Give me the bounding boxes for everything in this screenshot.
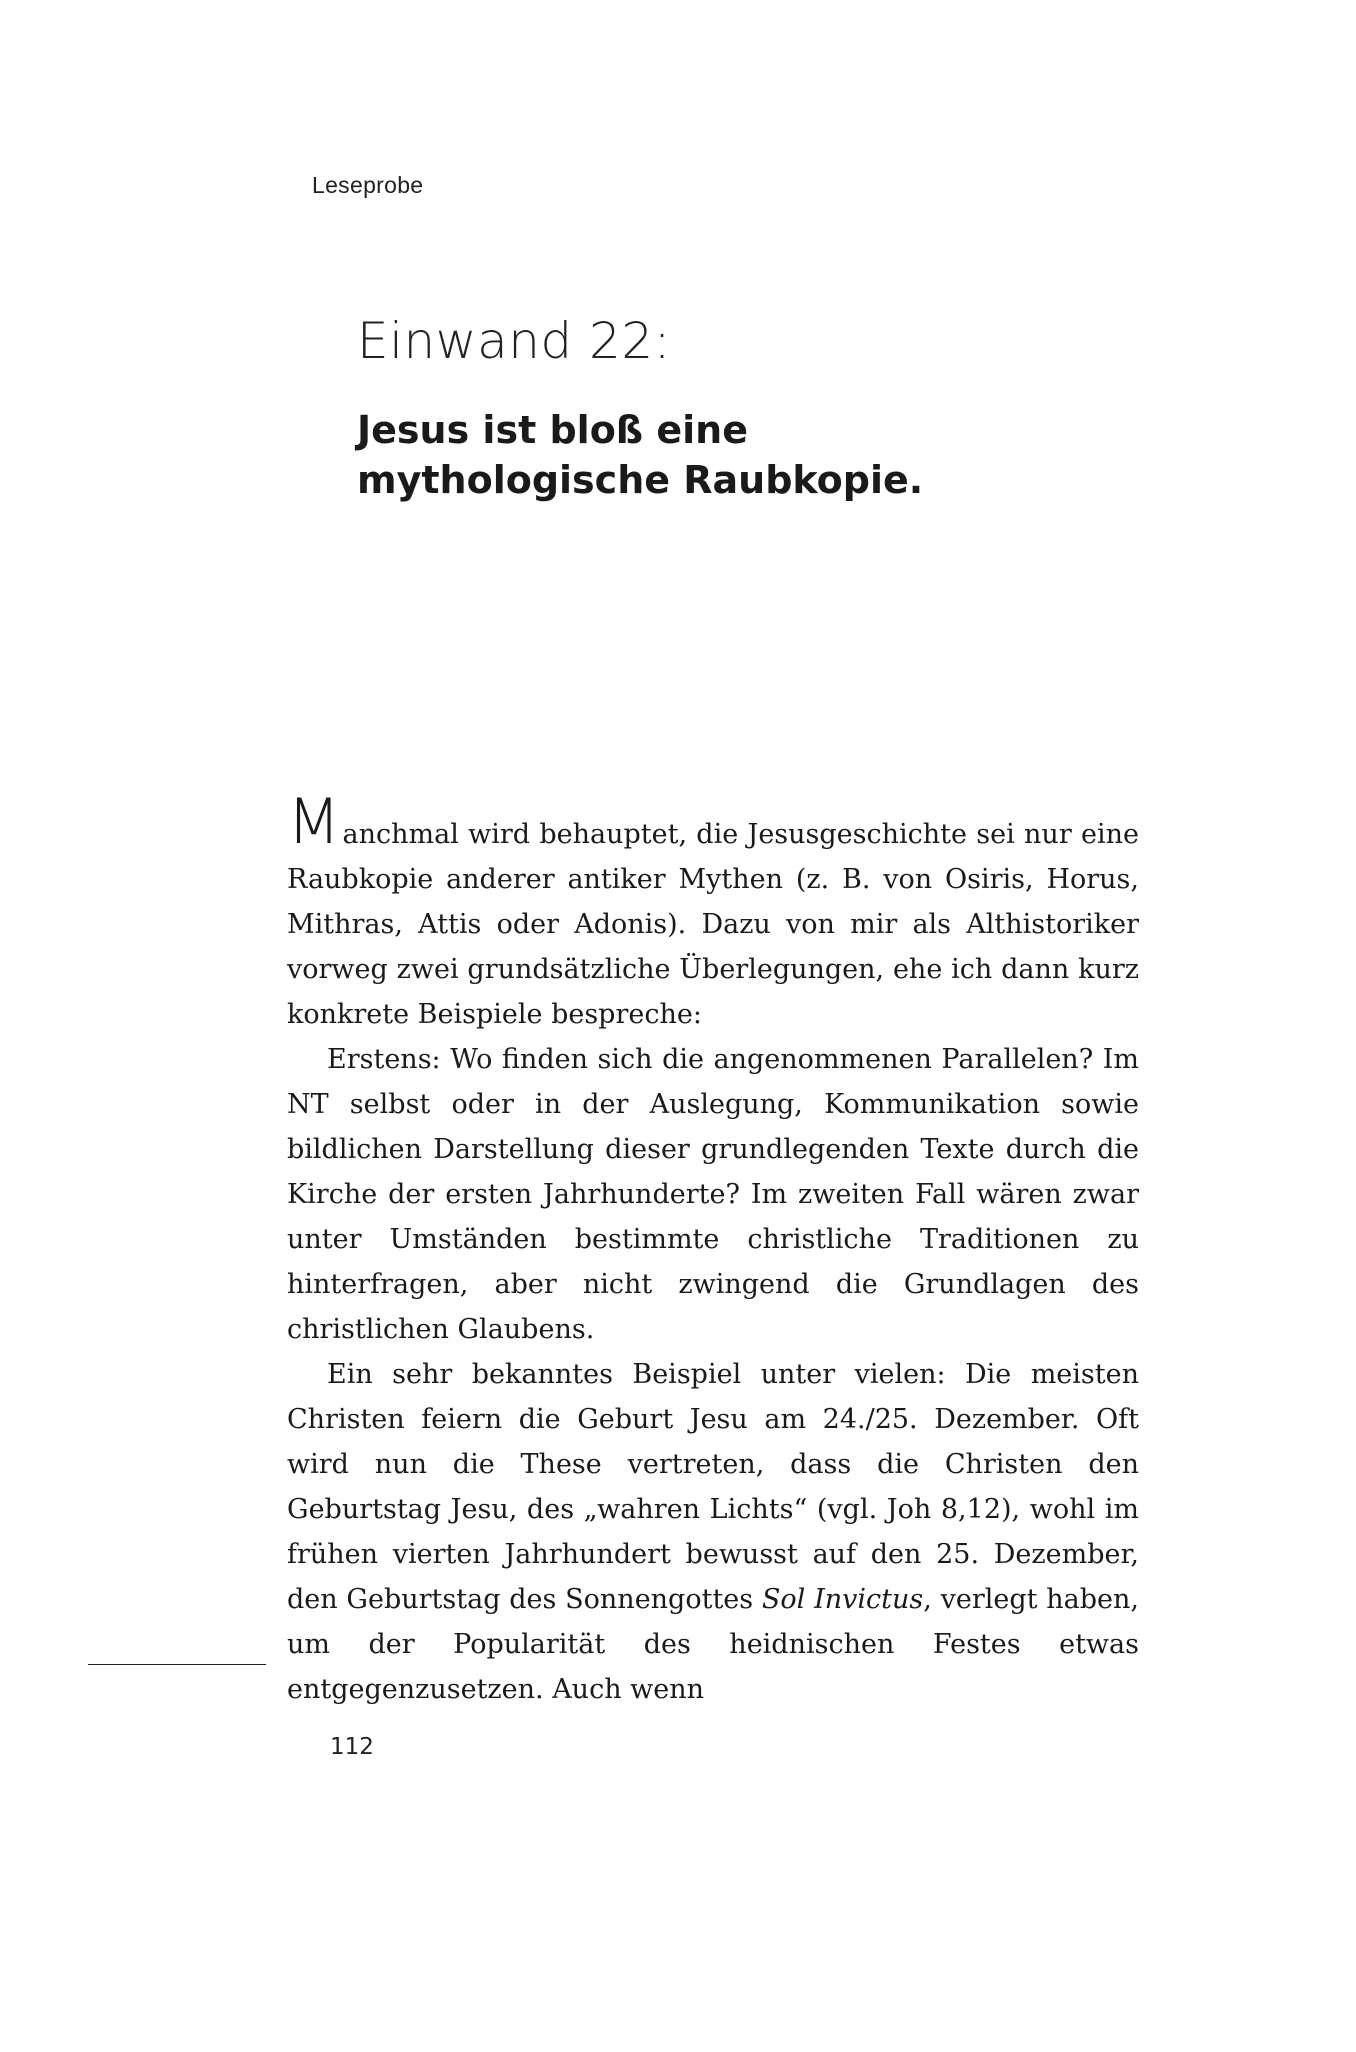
page-number: 112 [330,1734,374,1760]
paragraph-3 [287,1352,1139,1712]
paragraph-3-text-end: , verlegt haben, um der Popularität des heidnischen Festes etwas entgegenzusetzen. Auch wenn [287,1584,1139,1705]
body-text [287,785,1139,1712]
chapter-title: Einwand 22: [357,312,671,370]
initial-letter: M [287,785,341,858]
paragraph-2: Erstens: Wo finden sich die angenommenen Parallelen? Im NT selbst oder in der Auslegung, Kommunikation sowie bildlichen Darstellung dieser grundlegenden Texte durch die Kirche der ersten Jahrhunderte? Im zweiten Fall wären zwar unter Umständen bestimmte christliche Traditionen zu hinterfragen, aber nicht zwingend die Grundlagen des christlichen Glaubens. [287,1044,1139,1345]
chapter-subtitle: Jesus ist bloß eine mythologische Raubkopie. [357,408,924,502]
running-header: Leseprobe [312,172,424,198]
margin-rule [88,1664,266,1665]
paragraph-3-text-start: Ein sehr bekanntes Beispiel unter vielen: Die meisten Christen feiern die Geburt Jesu am 24./25. Dezember. Oft wird nun die These vertreten, dass die Christen den Geburtstag Jesu, des „wahren Lichts“ (vgl. Joh 8,12), wohl im frühen vierten Jahrhundert bewusst auf den 25. Dezember, den Geburtstag des Sonnengottes [287,1359,1139,1615]
paragraph-1-text: anchmal wird behauptet, die Jesusgeschichte sei nur eine Raubkopie anderer antiker Mythen (z. B. von Osiris, Horus, Mithras, Attis oder Adonis). Dazu von mir als Althistoriker vorweg zwei grundsätzliche Überlegungen, ehe ich dann kurz konkrete Beispiele bespreche: [287,819,1139,1030]
italic-term: Sol Invictus [761,1584,924,1615]
paragraph-1 [287,785,1139,1037]
